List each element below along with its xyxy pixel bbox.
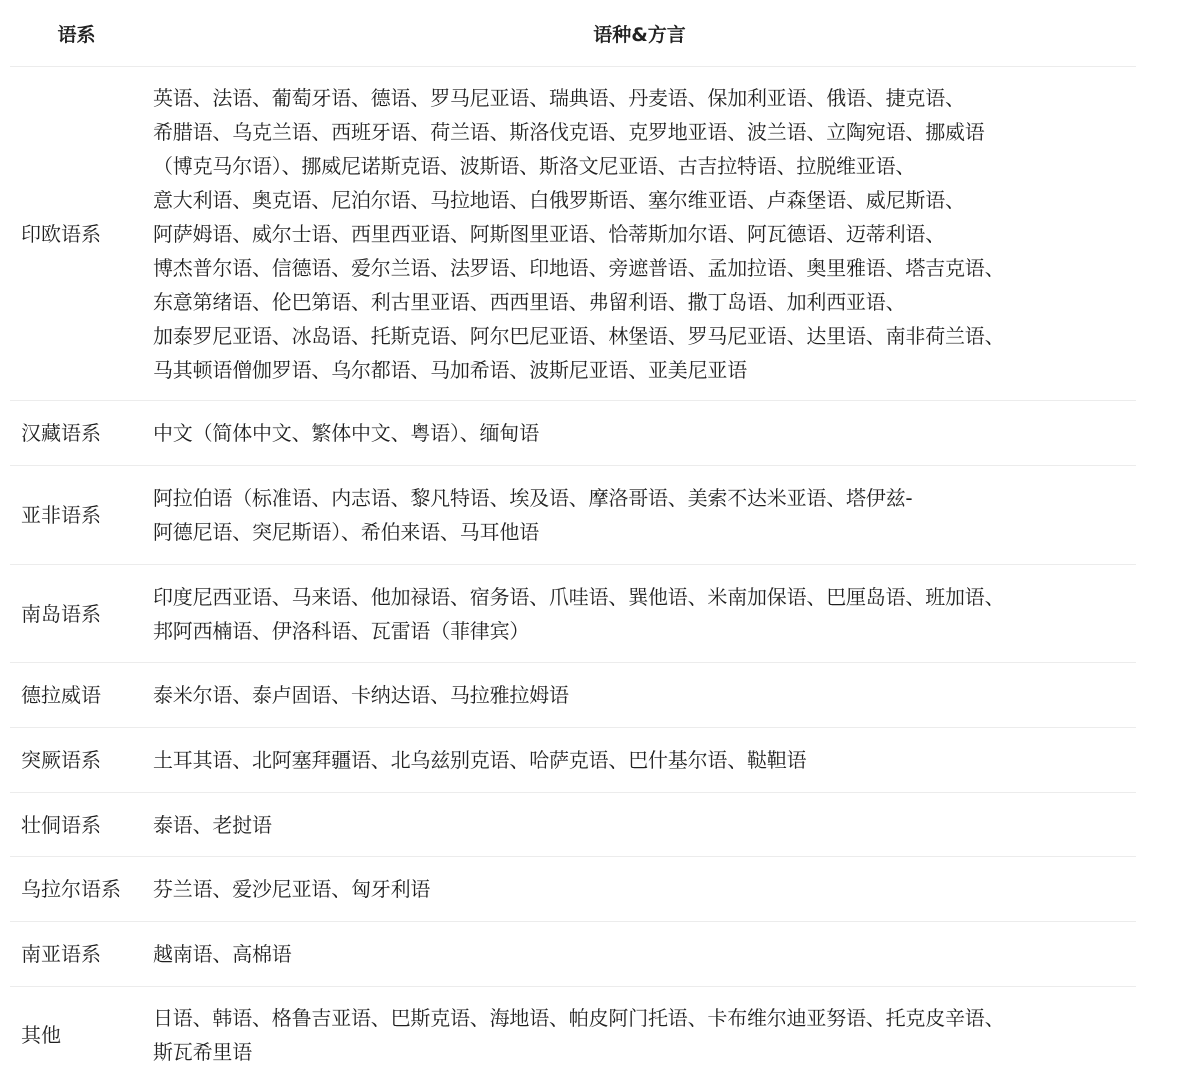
languages-line: 英语、法语、葡萄牙语、德语、罗马尼亚语、瑞典语、丹麦语、保加利亚语、俄语、捷克语、 — [153, 85, 965, 110]
header-languages: 语种&方言 — [143, 0, 1136, 67]
family-cell: 突厥语系 — [10, 728, 143, 793]
table-row — [10, 987, 1136, 1084]
languages-line: 阿萨姆语、威尔士语、西里西亚语、阿斯图里亚语、恰蒂斯加尔语、阿瓦德语、迈蒂利语、 — [153, 221, 945, 246]
languages-line: 加泰罗尼亚语、冰岛语、托斯克语、阿尔巴尼亚语、林堡语、罗马尼亚语、达里语、南非荷兰语、 — [153, 323, 1005, 348]
languages-line: （博克马尔语）、挪威尼诺斯克语、波斯语、斯洛文尼亚语、古吉拉特语、拉脱维亚语、 — [153, 153, 916, 178]
table-row — [10, 728, 1136, 793]
languages-line: 越南语、高棉语 — [153, 942, 292, 966]
languages-line: 博杰普尔语、信德语、爱尔兰语、法罗语、印地语、旁遮普语、孟加拉语、奥里雅语、塔吉克语、 — [153, 255, 1005, 280]
table-row — [10, 857, 1136, 922]
language-family-table — [10, 0, 1136, 1084]
table-row — [10, 67, 1136, 401]
languages-cell — [143, 466, 1136, 565]
languages-line: 邦阿西楠语、伊洛科语、瓦雷语（菲律宾） — [153, 618, 530, 643]
languages-line: 阿德尼语、突尼斯语）、希伯来语、马耳他语 — [153, 520, 539, 544]
languages-line: 中文（简体中文、繁体中文、粤语）、缅甸语 — [153, 421, 539, 445]
languages-line: 日语、韩语、格鲁吉亚语、巴斯克语、海地语、帕皮阿门托语、卡布维尔迪亚努语、托克皮辛语、 — [153, 1006, 1005, 1031]
table-row — [10, 793, 1136, 857]
family-cell: 南亚语系 — [10, 922, 143, 987]
languages-cell — [143, 857, 1136, 922]
languages-line: 泰语、老挝语 — [153, 812, 272, 837]
languages-cell — [143, 728, 1136, 793]
languages-cell — [143, 401, 1136, 466]
languages-line: 印度尼西亚语、马来语、他加禄语、宿务语、爪哇语、巽他语、米南加保语、巴厘岛语、班加语、 — [153, 584, 1005, 609]
family-cell: 其他 — [21, 1023, 61, 1048]
languages-line: 阿拉伯语（标准语、内志语、黎凡特语、埃及语、摩洛哥语、美索不达米亚语、塔伊兹- — [153, 486, 913, 510]
languages-line: 斯瓦希里语 — [153, 1040, 252, 1065]
table-header-row — [10, 0, 1136, 67]
family-cell: 印欧语系 — [10, 67, 143, 401]
table-row — [10, 466, 1136, 565]
family-cell: 汉藏语系 — [10, 401, 143, 466]
languages-cell — [143, 67, 1136, 401]
family-cell: 南岛语系 — [10, 565, 143, 663]
languages-cell — [143, 987, 1136, 1084]
family-cell: 德拉威语 — [10, 663, 143, 728]
table-row — [10, 663, 1136, 728]
languages-cell — [143, 793, 1136, 857]
languages-line: 土耳其语、北阿塞拜疆语、北乌兹别克语、哈萨克语、巴什基尔语、鞑靼语 — [153, 748, 807, 772]
family-cell: 亚非语系 — [10, 466, 143, 565]
languages-line: 希腊语、乌克兰语、西班牙语、荷兰语、斯洛伐克语、克罗地亚语、波兰语、立陶宛语、挪威语 — [153, 119, 985, 144]
header-family: 语系 — [10, 0, 143, 67]
languages-line: 意大利语、奥克语、尼泊尔语、马拉地语、白俄罗斯语、塞尔维亚语、卢森堡语、威尼斯语、 — [153, 187, 965, 212]
languages-cell — [143, 663, 1136, 728]
languages-cell — [143, 565, 1136, 663]
table-row — [10, 565, 1136, 663]
languages-cell — [143, 922, 1136, 987]
languages-line: 芬兰语、爱沙尼亚语、匈牙利语 — [153, 877, 431, 901]
table-row — [10, 401, 1136, 466]
languages-line: 马其顿语僧伽罗语、乌尔都语、马加希语、波斯尼亚语、亚美尼亚语 — [153, 357, 747, 382]
languages-line: 东意第绪语、伦巴第语、利古里亚语、西西里语、弗留利语、撒丁岛语、加利西亚语、 — [153, 289, 906, 314]
languages-line: 泰米尔语、泰卢固语、卡纳达语、马拉雅拉姆语 — [153, 683, 569, 707]
table-row — [10, 922, 1136, 987]
family-cell: 乌拉尔语系 — [10, 857, 143, 922]
family-cell: 壮侗语系 — [10, 793, 143, 857]
